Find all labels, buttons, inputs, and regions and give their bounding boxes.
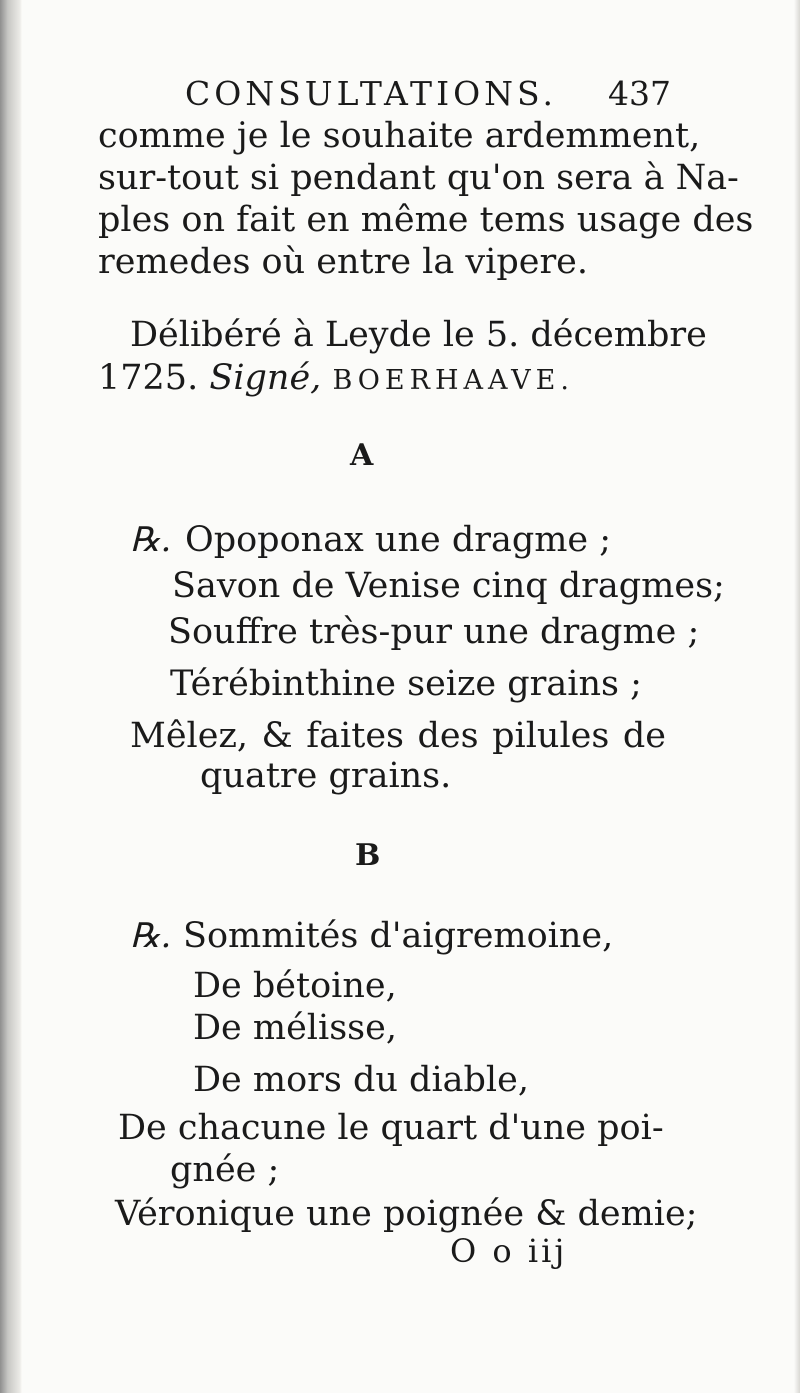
recipe-item: Souffre très-pur une dragme ; [168, 612, 700, 652]
recipe-item: Savon de Venise cinq dragmes; [172, 566, 725, 606]
recipe-instruction: De chacune le quart d'une poi- [118, 1108, 664, 1148]
recipe-item: De mélisse, [193, 1008, 397, 1048]
deliberation-line: Délibéré à Leyde le 5. décembre [130, 315, 707, 355]
page-number: 437 [608, 74, 671, 113]
recipe-item: Opoponax une dragme ; [185, 520, 612, 560]
text-line: ples on fait en même tems usage des [98, 200, 754, 240]
recipe-item: Térébinthine seize grains ; [170, 664, 642, 704]
recipe-item: Véronique une poignée & demie; [115, 1194, 698, 1234]
text-line: comme je le souhaite ardemment, [98, 116, 701, 156]
text-line: remedes où entre la vipere. [98, 242, 589, 282]
signature-line [98, 358, 574, 401]
recipe-instruction: Mêlez, & faites des pilules de [130, 716, 666, 756]
recipe-instruction: quatre grains. [200, 756, 452, 796]
section-letter-a: A [350, 438, 374, 473]
recipe-symbol: ℞. [130, 520, 172, 560]
section-letter-b: B [355, 838, 381, 873]
signature-year: 1725. [98, 358, 199, 398]
recipe-instruction: gnée ; [170, 1150, 280, 1190]
recipe-item: Sommités d'aigremoine, [183, 916, 614, 956]
page-gutter [0, 0, 22, 1393]
running-title: CONSULTATIONS. [185, 74, 557, 113]
signature-mark: O o iij [450, 1232, 568, 1270]
signature-signe: Signé, [209, 358, 322, 398]
recipe-item: De mors du diable, [193, 1060, 529, 1100]
text-line: sur-tout si pendant qu'on sera à Na- [98, 158, 739, 198]
page-edge [794, 0, 800, 1393]
recipe-symbol: ℞. [130, 916, 172, 956]
signature-name: BOERHAAVE. [332, 365, 574, 396]
recipe-item: De bétoine, [193, 966, 397, 1006]
